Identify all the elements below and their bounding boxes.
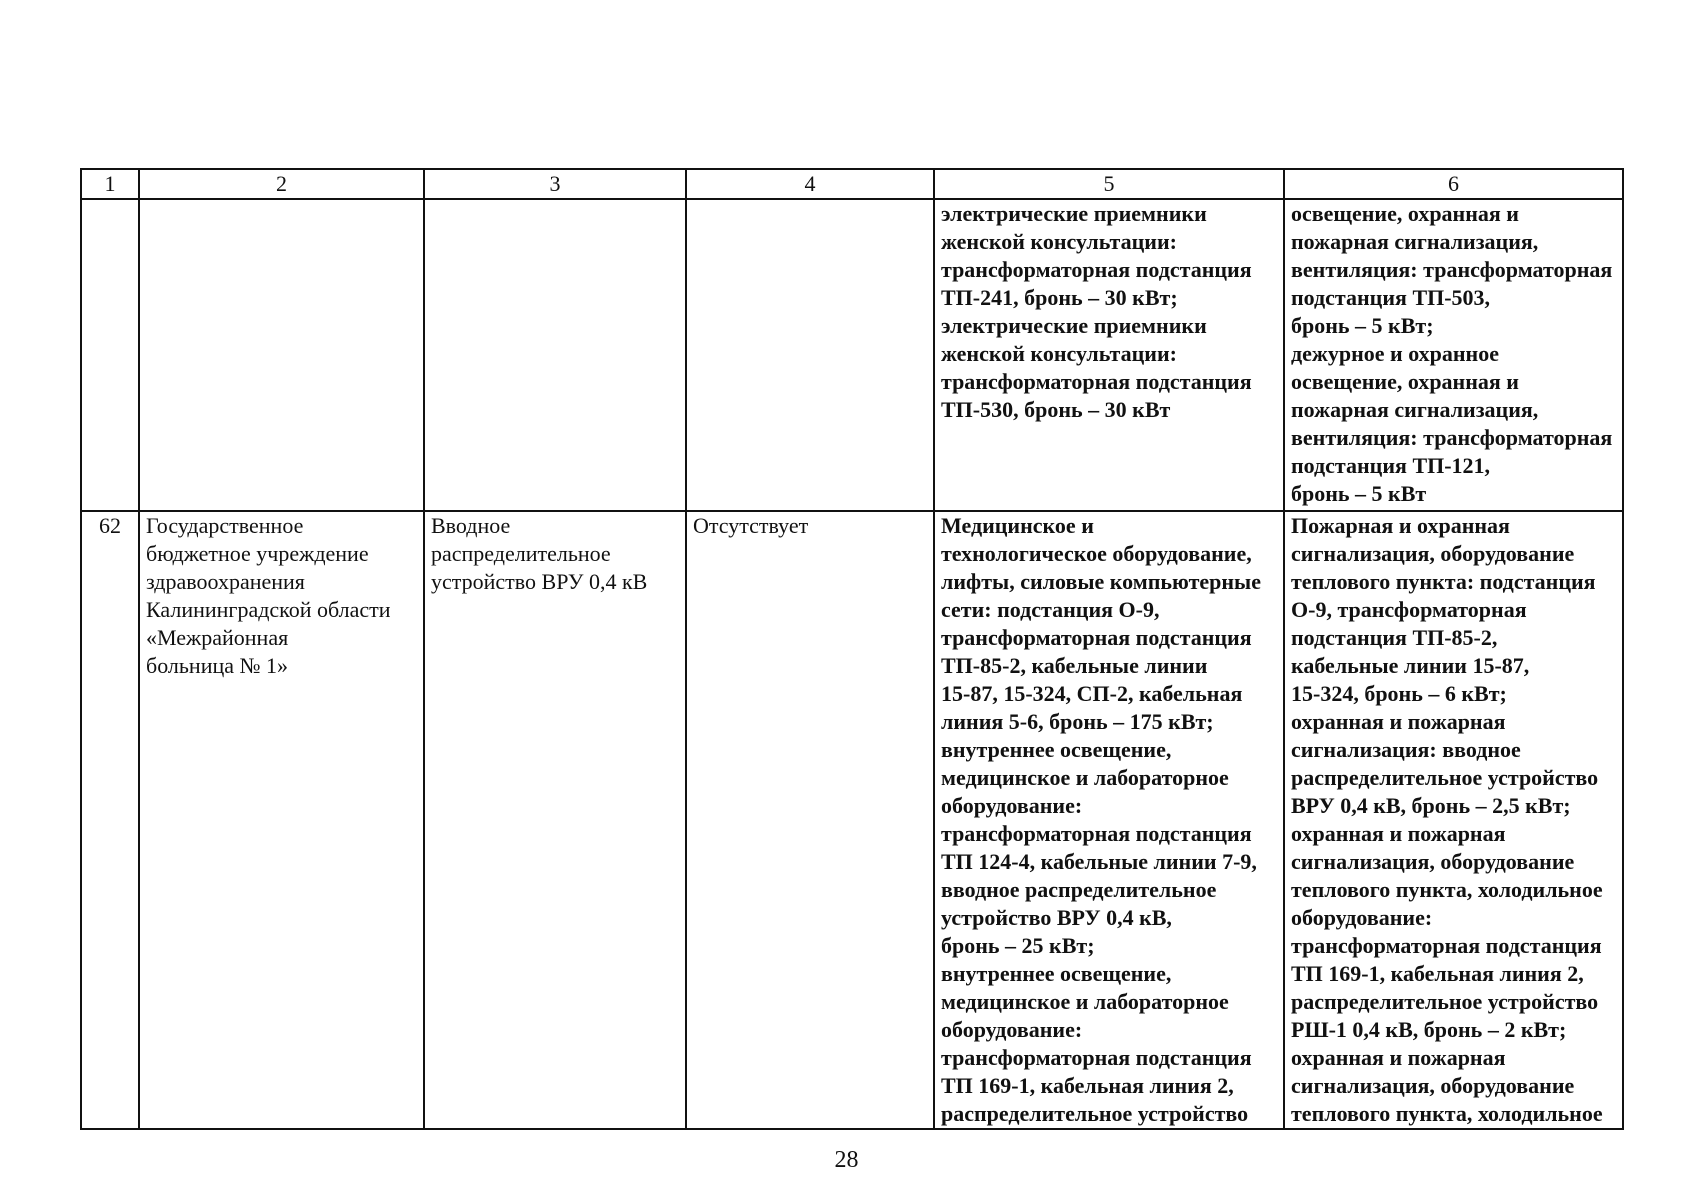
column-header-3: 3 <box>424 169 686 199</box>
organization-cell <box>139 199 424 511</box>
table-row <box>81 199 1623 511</box>
power-source-cell: Вводное распределительное устройство ВРУ 0,4 кВ <box>424 511 686 1129</box>
column-header-2: 2 <box>139 169 424 199</box>
column-header-1: 1 <box>81 169 139 199</box>
power-source-cell <box>424 199 686 511</box>
reserved-load-cell: Медицинское и технологическое оборудование, лифты, силовые компьютерные сети: подстанция О-9, трансформаторная подстанция ТП-85-2, кабельные линии 15-87, 15-324, СП-2, кабельная линия 5-6, бронь – 175 кВт; внутреннее освещение, медицинское и лабораторное оборудование: трансформаторная подстанция ТП 124-4, кабельные линии 7-9, вводное распределительное устройство ВРУ 0,4 кВ, бронь – 25 кВт; внутреннее освещение, медицинское и лабораторное оборудование: трансформаторная подстанция ТП 169-1, кабельная линия 2, распределительное устройство <box>934 511 1284 1129</box>
table-row <box>81 511 1623 1129</box>
organization-cell: Государственное бюджетное учреждение здравоохранения Калининградской области «Межрайонная больница № 1» <box>139 511 424 1129</box>
critical-load-cell: освещение, охранная и пожарная сигнализация, вентиляция: трансформаторная подстанция ТП-503, бронь – 5 кВт; дежурное и охранное освещение, охранная и пожарная сигнализация, вентиляция: трансформаторная подстанция ТП-121, бронь – 5 кВт <box>1284 199 1623 511</box>
backup-source-cell: Отсутствует <box>686 511 934 1129</box>
column-header-4: 4 <box>686 169 934 199</box>
critical-load-cell: Пожарная и охранная сигнализация, оборудование теплового пункта: подстанция О-9, трансформаторная подстанция ТП-85-2, кабельные линии 15-87, 15-324, бронь – 6 кВт; охранная и пожарная сигнализация: вводное распределительное устройство ВРУ 0,4 кВ, бронь – 2,5 кВт; охранная и пожарная сигнализация, оборудование теплового пункта, холодильное оборудование: трансформаторная подстанция ТП 169-1, кабельная линия 2, распределительное устройство РШ-1 0,4 кВ, бронь – 2 кВт; охранная и пожарная сигнализация, оборудование теплового пункта, холодильное <box>1284 511 1623 1129</box>
page-number: 28 <box>834 1147 859 1173</box>
column-header-6: 6 <box>1284 169 1623 199</box>
reservation-table <box>80 168 1624 1130</box>
column-header-5: 5 <box>934 169 1284 199</box>
table-header-row <box>81 169 1623 199</box>
row-number-cell <box>81 199 139 511</box>
reserved-load-cell: электрические приемники женской консультации: трансформаторная подстанция ТП-241, бронь – 30 кВт; электрические приемники женской консультации: трансформаторная подстанция ТП-530, бронь – 30 кВт <box>934 199 1284 511</box>
backup-source-cell <box>686 199 934 511</box>
row-number-cell: 62 <box>81 511 139 1129</box>
